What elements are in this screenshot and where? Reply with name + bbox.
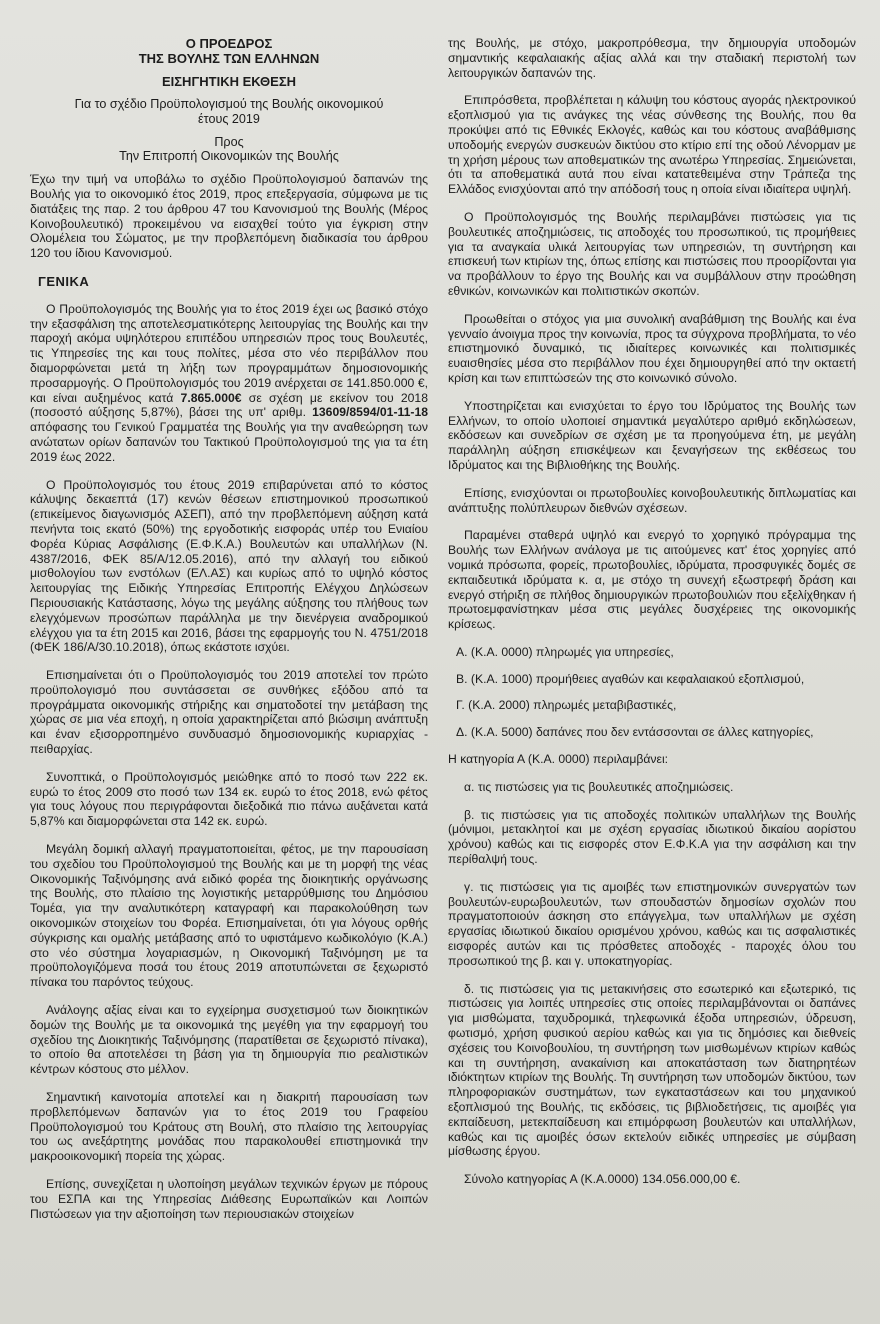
paragraph-technical-works: Επίσης, συνεχίζεται η υλοποίηση μεγάλων τεχνικών έργων με πόρους του ΕΣΠΑ και της Υπηρεσίας Διάθεσης Ευρωπαϊκών και Λοιπών Πιστώσεων για την αξιοποίηση των περιουσιακών στοιχείων xyxy=(30,1177,428,1221)
paragraph-summary: Συνοπτικά, ο Προϋπολογισμός μειώθηκε από το ποσό των 222 εκ. ευρώ το έτος 2009 στο ποσό των 134 εκ. ευρώ το έτος 2018, ενώ φέτος για τους λόγους που περιγράφονται διεξοδικά πιο πάνω αυξάνεται κατά 5,87% και διαμορφώνεται στα 142 εκ. ευρώ. xyxy=(30,769,428,829)
section-heading: ΓΕΝΙΚΑ xyxy=(38,273,90,289)
category-b: Β. (Κ.Α. 1000) προμήθειες αγαθών και κεφαλαιακού εξοπλισμού, xyxy=(456,671,805,686)
intro-paragraph: Έχω την τιμή να υποβάλω το σχέδιο Προϋπολογισμού δαπανών της Βουλής για το οικονομικό έτος 2019, προς επεξεργασία, σύμφωνα με τις διατάξεις της παρ. 2 του άρθρου 47 του Κανονισμού της Βουλής (Μέρος Κοινοβουλευτικό) προκειμένου να εισαχθεί τούτο για έγκριση στην Ολομέλεια του Σώματος, με την προβλεπόμενη διαδικασία του άρθρου 120 του ίδιου Κανονισμού. xyxy=(30,172,428,261)
paragraph-diplomacy: Επίσης, ενισχύονται οι πρωτοβουλίες κοινοβουλευτικής διπλωματίας και ανάπτυξης πολύπλευρων διεθνών σχέσεων. xyxy=(448,485,856,515)
paragraph-budget-costs: Ο Προϋπολογισμός του έτους 2019 επιβαρύνεται από το κόστος κάλυψης δεκαεπτά (17) κενών θέσεων επιστημονικού προσωπικού (επικείμενος διαγωνισμός ΑΣΕΠ), από την προβλεπόμενη αύξηση κατά πενήντα τοις εκατό (50%) της εργοδοτικής εισφοράς υπέρ του Ενιαίου Φορέα Κύριας Ασφάλισης (Ε.Φ.Κ.Α.) Βουλευτών και υπαλλήλων (Ν. 4387/2016, ΦΕΚ 85/Α/12.05.2016), από την αλλαγή του ειδικού μισθολογίου των ενστόλων (ΕΛ.ΑΣ) και κυρίως από το υψηλό κόστος λειτουργίας της Ειδικής Υπηρεσίας Επιτροπής Ελέγχου Δηλώσεων Περιουσιακής Κατάστασης, λόγω της μεγάλης αύξησης του πλήθους των ελεγχόμενων προσώπων παράλληλα με την διενέργεια αναδρομικού ελέγχου για τα έτη 2015 και 2016, βάσει της εφαρμογής του Ν. 4751/2018 (ΦΕΚ 186/Α/30.10.2018), όπως εκάστοτε ισχύει. xyxy=(30,477,428,655)
right-column xyxy=(448,36,856,1200)
paragraph-budget-includes: Ο Προϋπολογισμός της Βουλής περιλαμβάνει πιστώσεις για τις βουλευτικές αποζημιώσεις, τις αποδοχές του προσωπικού, τις προμήθειες για τα αναγκαία υλικά λειτουργίας των υπηρεσιών, τη συντήρηση και επισκευή των κτιρίων της, όπως επίσης και πιστώσεις που προορίζονται για να προβάλλουν το έργο της Βουλής και να συμβάλλουν στην προώθηση εθνικών, κοινωνικών και πολιτιστικών σκοπών. xyxy=(448,209,856,298)
paragraph-upgrade: Προωθείται ο στόχος για μια συνολική αναβάθμιση της Βουλής και ένα γενναίο άνοιγμα προς την κοινωνία, προς τα σύγχρονα προβλήματα, το νέο επιστημονικό δυναμικό, τις ιδιαίτερες κοινωνικές και πολιτισμικές ευαισθησίες μέσα στο περιβάλλον που έχει δημιουργηθεί από την οκταετή κρίση και των επιπτώσεών της στο κοινωνικό σύνολο. xyxy=(448,311,856,385)
category-a-intro: Η κατηγορία Α (Κ.Α. 0000) περιλαμβάνει: xyxy=(448,752,669,767)
paragraph-sponsorship: Παραμένει σταθερά υψηλό και ενεργό το χορηγικό πρόγραμμα της Βουλής των Ελλήνων ανάλογα με τις αιτούμενες κατ' έτος χορηγίες από νομικά πρόσωπα, φορείς, πρωτοβουλίες, ιδρύματα, προσφυγικές δομές σε εκπαιδευτικά ιδρύματα κ. α, με στόχο τη συνεχή εξωστρεφή δράση και ενεργό στήριξη σε πλήθος δημιουργικών πρωτοβουλιών που εξελίχθηκαν ή πρωτοεμφανίστηκαν μέσα στις μεγάλες δυσχέρειες της οικονομικής κρίσεως. xyxy=(448,528,856,632)
recipient-line-2: Την Επιτροπή Οικονομικών της Βουλής xyxy=(119,149,339,164)
paragraph-administrative: Ανάλογης αξίας είναι και το εγχείρημα συσχετισμού των διοικητικών δομών της Βουλής με τα οικονομικά της μεγέθη για την εφαρμογή του σχεδίου της Διοικητικής Ταξινόμησης (παρατίθεται σε ξεχωριστό πίνακα), το οποίο θα αποτελέσει τη βάση για τη δημιουργία πιο ρεαλιστικών κέντρων κόστους στο μέλλον. xyxy=(30,1003,428,1077)
category-a: Α. (Κ.Α. 0000) πληρωμές για υπηρεσίες, xyxy=(456,644,674,659)
report-title: ΕΙΣΗΓΗΤΙΚΗ ΕΚΘΕΣΗ xyxy=(161,74,297,89)
paragraph-budget-overview: Ο Προϋπολογισμός της Βουλής για το έτος 2019 έχει ως βασικό στόχο την εξασφάλιση της αποτελεσματικότερης λειτουργίας της Βουλής και την παροχή ακόμα υψηλότερου επιπέδου υπηρεσιών προς τους Βουλευτές, τις Υπηρεσίες της και τους πολίτες, μέσα στο νέο περιβάλλον που διαμορφώνεται μετά τη λήξη των προγραμμάτων δημοσιονομικής προσαρμογής. Ο Προϋπολογισμός του 2019 ανέρχεται σε 141.850.000 €, και είναι αυξημένος κατά 7.865.000€ σε σχέση με εκείνον του 2018 (ποσοστό αύξησης 5,87%), βάσει της υπ' αριθμ. 13609/8594/01-11-18 απόφασης του Γενικού Γραμματέα της Βουλής για την αναθεώρηση των ανώτατων ορίων δαπανών του Τακτικού Προϋπολογισμού της για τα έτη 2019 έως 2022. xyxy=(30,301,428,464)
category-c: Γ. (Κ.Α. 2000) πληρωμές μεταβιβαστικές, xyxy=(456,698,677,713)
paragraph-continuation: της Βουλής, με στόχο, μακροπρόθεσμα, την δημιουργία υποδομών σημαντικής κεφαλαιακής αξίας αλλά και την σταδιακή περιστολή των λειτουργικών δαπανών της. xyxy=(448,36,856,80)
recipient-line-1: Προς xyxy=(214,134,244,149)
paragraph-foundation: Υποστηρίζεται και ενισχύεται το έργο του Ιδρύματος της Βουλής των Ελλήνων, το οποίο υλοποιεί σημαντικά μεγαλύτερο αριθμό εκδηλώσεων, εκδόσεων και συνεδρίων σε σχέση με τα προηγούμενα έτη, με μεγάλη παράλληλη αύξηση επισκέψεων και ξεναγήσεων της εκθέσεως του Ιδρύματος και της Βιβλιοθήκης της Βουλής. xyxy=(448,398,856,472)
category-a-total: Σύνολο κατηγορίας Α (Κ.Α.0000) 134.056.000,00 €. xyxy=(464,1172,741,1187)
subcategory-a: α. τις πιστώσεις για τις βουλευτικές αποζημιώσεις. xyxy=(464,779,734,794)
paragraph-structural-change: Μεγάλη δομική αλλαγή πραγματοποιείται, φέτος, με την παρουσίαση του σχεδίου του Προϋπολογισμού της Βουλής και με τη μορφή της νέας Οικονομικής Ταξινόμησης ανά ειδικό φορέα της διοικητικής οργάνωσης της Βουλής, στο πλαίσιο της λογιστικής μεταρρύθμισης του Δημόσιου Τομέα, για την αναλυτικότερη καταγραφή και παρακολούθηση των οικονομικών στοιχείων του Φορέα. Επισημαίνεται, ότι για λόγους ορθής σύγκρισης και ομαλής μετάβασης από το υφιστάμενο κωδικολόγιο (Κ.Α.) στο νέο σύστημα λογαριασμών, η Οικονομική Ταξινόμηση με τα προϋπολογιζόμενα ποσά του έτους 2019 αποτυπώνεται σε ξεχωριστό πίνακα του παρόντος τεύχους. xyxy=(30,842,428,990)
subcategory-d: δ. τις πιστώσεις για τις μετακινήσεις στο εσωτερικό και εξωτερικό, τις πιστώσεις για λοιπές υπηρεσίες στις οποίες περιλαμβάνονται οι δαπάνες για μισθώματα, ταχυδρομικά, τηλεφωνικά έξοδα υπηρεσιών, ύδρευση, φωτισμό, χρήση φυσικού αερίου καθώς και για τις δημόσιες και διεθνείς σχέσεις του Κοινοβουλίου, τη συντήρηση των μισθωμένων κτιρίων καθώς και τη συντήρηση, ανακαίνιση και αποκατάσταση των διατηρητέων ιδιόκτητων κτιρίων της Βουλής. Τη συντήρηση των υποδομών δικτύου, των πληροφοριακών συστημάτων, των εγκαταστάσεων και του μηχανικού εξοπλισμού της Βουλής, τις εκδόσεις, τις βιβλιοδετήσεις, τις αμοιβές για εκπαίδευση, μετεκπαίδευση και επιμόρφωση βουλευτών και υπαλλήλων, καθώς και τις αμοιβές όσων εκτελούν ειδικές υπηρεσίες με σύμβαση μίσθωσης έργου. xyxy=(448,981,856,1159)
category-d: Δ. (Κ.Α. 5000) δαπάνες που δεν εντάσσονται σε άλλες κατηγορίες, xyxy=(456,725,814,740)
subject-line-2: έτους 2019 xyxy=(198,111,260,126)
parliament-title: ΤΗΣ ΒΟΥΛΗΣ ΤΩΝ ΕΛΛΗΝΩΝ xyxy=(138,51,320,66)
paragraph-first-budget: Επισημαίνεται ότι ο Προϋπολογισμός του 2019 αποτελεί τον πρώτο προϋπολογισμό που συντάσσεται σε συνθήκες εξόδου από τα προγράμματα οικονομικής στήριξης και σηματοδοτεί την μετάβαση της χώρας σε μια νέα εποχή, η οποία χαρακτηρίζεται από βιώσιμη ανάπτυξη και έναν εξισορροπημένο συνδυασμό δημοσιονομικής κυριαρχίας - πειθαρχίας. xyxy=(30,668,428,757)
president-title: Ο ΠΡΟΕΔΡΟΣ xyxy=(185,36,273,51)
left-column xyxy=(30,36,428,1234)
subcategory-c: γ. τις πιστώσεις για τις αμοιβές των επιστημονικών συνεργατών των βουλευτών-ευρωβουλευτών, των σπουδαστών δημοσίων σχολών που πραγματοποιούν άσκηση στο επάγγελμα, των υπαλλήλων με σχέση εργασίας ιδιωτικού δικαίου ορισμένου χρόνου, καθώς και τις ασφαλιστικές εισφορές αυτών και τις πρόσθετες αποδοχές - παροχές όλου του προσωπικού της β. και γ. υποκατηγορίας. xyxy=(448,879,856,968)
subject-line-1: Για το σχέδιο Προϋπολογισμού της Βουλής οικονομικού xyxy=(74,97,384,111)
paragraph-innovation: Σημαντική καινοτομία αποτελεί και η διακριτή παρουσίαση των προβλεπόμενων δαπανών για το έτος 2019 του Γραφείου Προϋπολογισμού του Κράτους στη Βουλή, στο πλαίσιο της λειτουργίας του ως ανεξάρτητης μονάδας που παρακολουθεί επιστημονικά την μακροοικονομική πορεία της χώρας. xyxy=(30,1090,428,1164)
subcategory-b: β. τις πιστώσεις για τις αποδοχές πολιτικών υπαλλήλων της Βουλής (μόνιμοι, μετακλητοί και με σχέση εργασίας ιδιωτικού δικαίου αορίστου χρόνου) καθώς και τις εισφορές στον Ε.Φ.Κ.Α για την ασφάλιση και την περίθαλψή τους. xyxy=(448,807,856,867)
paragraph-equipment: Επιπρόσθετα, προβλέπεται η κάλυψη του κόστους αγοράς ηλεκτρονικού εξοπλισμού για τις ανάγκες της νέας σύνθεσης της Βουλής, που θα προκύψει από τις Εθνικές Εκλογές, καθώς και του κόστους αναβάθμισης υποδομής ενεργών συσκευών δικτύου στο κτίριο επί της οδού Λένορμαν με τη χρήση μέρους των αποθεματικών της ανωτέρω Υπηρεσίας. Σημειώνεται, ότι τα αποθεματικά αυτά που είναι κατατεθειμένα στην Τράπεζα της Ελλάδος ενισχύονται από την απόδοσή τους η οποία είναι ιδιαίτερα υψηλή. xyxy=(448,93,856,197)
